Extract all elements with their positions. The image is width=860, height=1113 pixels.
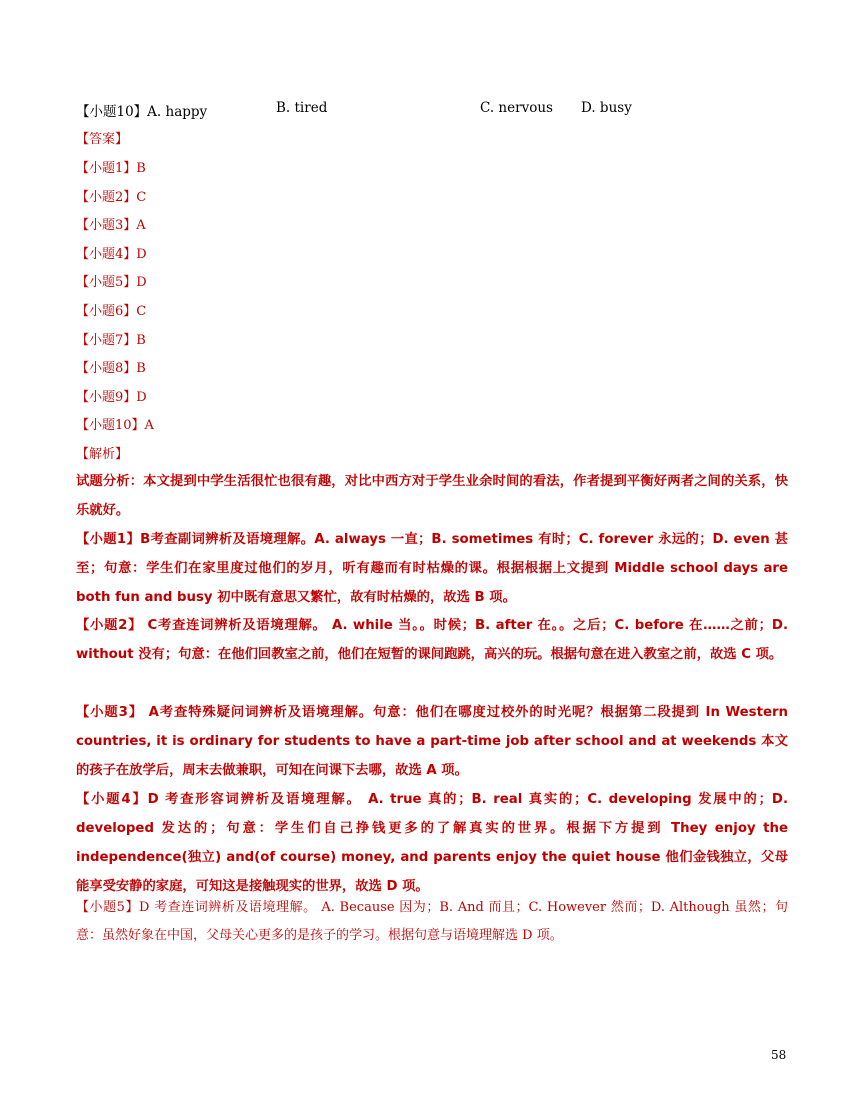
- question-10-options: [76, 100, 776, 118]
- explanation-q4: 【小题4】D 考查形容词辨析及语境理解。 A. true 真的；B. real 真实的；C. developing 发展中的；D. developed 发达的；句意：学生们自己挣钱更多的了解真实的世界。根据下方提到 They enjoy the independence(独立) and(of course) money, and parents enjoy the quiet house 他们金钱独立，父母能享受安静的家庭，可知这是接触现实的世界，故选 D 项。: [76, 792, 788, 894]
- answer-header: 【答案】: [76, 132, 129, 147]
- option-c: C. nervous: [480, 100, 553, 116]
- answer-item: 【小题5】D: [76, 275, 147, 291]
- answer-item: 【小题10】A: [76, 418, 154, 434]
- answer-item: 【小题4】D: [76, 246, 147, 262]
- answer-item: 【小题1】B: [76, 161, 146, 176]
- explanation-q1: 【小题1】B考查副词辨析及语境理解。A. always 一直；B. sometimes 有时；C. forever 永远的；D. even 甚至；句意：学生们在家里度过他们的岁月，听有趣而有时枯燥的课。根据根据上文提到 Middle school days are both fun and busy 初中既有意思又繁忙，故有时枯燥的，故选 B 项。: [76, 532, 788, 605]
- answer-item: 【小题6】C: [76, 304, 147, 319]
- analysis-intro: 试题分析：本文提到中学生活很忙也很有趣，对比中西方对于学生业余时间的看法，作者提到平衡好两者之间的关系，快乐就好。: [76, 474, 788, 518]
- option-b: B. tired: [276, 100, 328, 116]
- analysis-header: 【解析】: [76, 447, 129, 462]
- option-d: D. busy: [581, 100, 632, 116]
- answer-item: 【小题7】B: [76, 332, 146, 348]
- explanation-q2: 【小题2】 C考查连词辨析及语境理解。 A. while 当。。时候；B. after 在。。之后；C. before 在……之前；D. without 没有；句意：在他们回教室之前，他们在短暂的课间跑跳，高兴的玩。根据句意在进入教室之前，故选 C 项。: [76, 618, 788, 662]
- explanation-q5: 【小题5】D 考查连词辨析及语境理解。 A. Because 因为；B. And 而且；C. However 然而；D. Although 虽然；句意：虽然好象在中国，父母关心更多的是孩子的学习。根据句意与语境理解选 D 项。: [76, 900, 788, 943]
- answer-item: 【小题2】C: [76, 189, 147, 205]
- answer-item: 【小题3】A: [76, 218, 146, 234]
- page-number: 58: [771, 1048, 787, 1062]
- option-a: 【小题10】A. happy: [76, 104, 208, 120]
- answer-item: 【小题8】B: [76, 361, 146, 377]
- explanation-q3: 【小题3】 A考查特殊疑问词辨析及语境理解。句意：他们在哪度过校外的时光呢？根据第二段提到 In Western countries, it is ordinary for students to have a part-time job after school and at weekends 本文的孩子在放学后，周末去做兼职，可知在问课下去哪，故选 A 项。: [76, 705, 788, 778]
- answer-item: 【小题9】D: [76, 389, 147, 405]
